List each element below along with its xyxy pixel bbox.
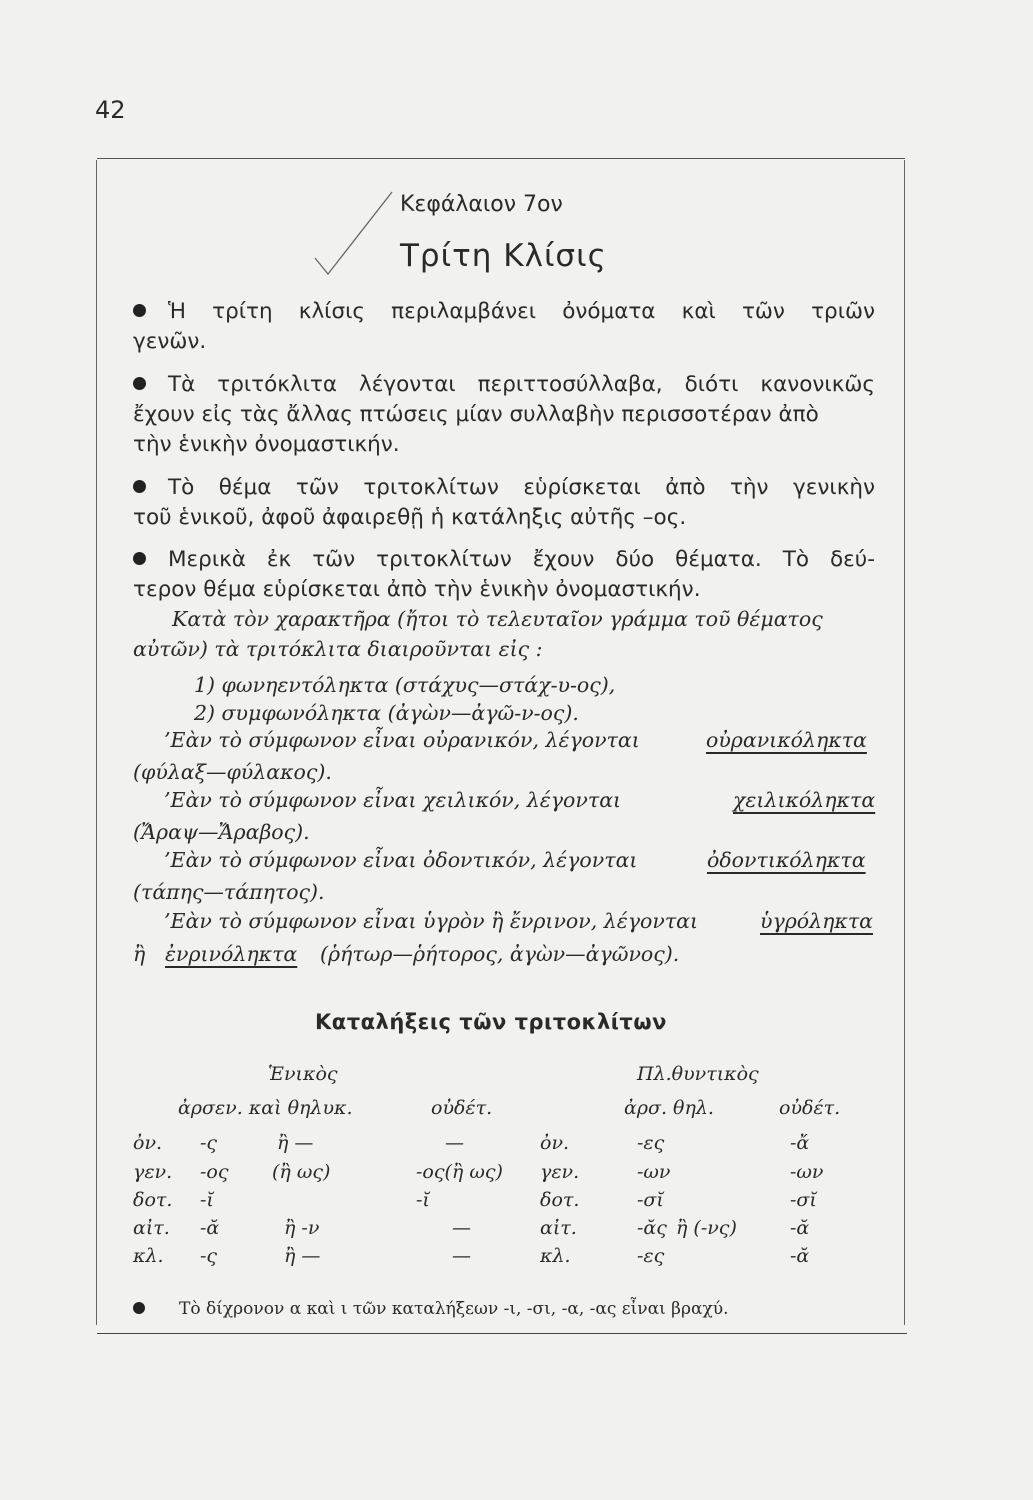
italic-term: ὑγρόληκτα [760, 909, 874, 933]
footnote [133, 1299, 729, 1319]
ending-cell: -ος [200, 1161, 229, 1183]
subheader-sing-n: οὐδέτ. [431, 1097, 493, 1119]
ending-cell: — [445, 1132, 464, 1154]
paragraph-4 [133, 545, 875, 605]
ending-cell: — [452, 1217, 471, 1239]
frame-bottom-rule [97, 1333, 907, 1334]
page-number: 42 [95, 96, 126, 124]
bullet-icon [133, 552, 146, 565]
ending-cell: -σῐ [790, 1189, 817, 1211]
italic-line: ’Εὰν τὸ σύμφωνον εἶναι ὀδοντικόν, λέγονται [164, 848, 638, 872]
italic-term: ἐνρινόληκτα [165, 942, 298, 966]
paragraph-line: τοῦ ἑνικοῦ, ἀφοῦ ἀφαιρεθῇ ἡ κατάληξις αὐτῆς –ος. [133, 505, 687, 530]
italic-line: (φύλαξ—φύλακος). [133, 760, 332, 784]
paragraph-1 [133, 297, 875, 357]
bullet-icon [133, 480, 146, 493]
italic-line: (Ἄραψ—Ἄραβος). [133, 820, 310, 844]
ending-cell: -ων [637, 1161, 671, 1183]
ending-cell: -ἄ [790, 1132, 810, 1154]
ending-alt-cell: ἢ (-νς) [676, 1217, 737, 1239]
subheader-plur-mf: ἀρσ. θηλ. [624, 1097, 714, 1119]
frame-right-rule [904, 160, 905, 1325]
paragraph-3 [133, 473, 875, 533]
case-label: ὀν. [540, 1132, 570, 1154]
case-label: δοτ. [133, 1189, 173, 1211]
ending-cell: — [452, 1245, 471, 1267]
ending-alt-cell: ἢ — [277, 1132, 314, 1154]
italic-line: ἢ [133, 942, 146, 966]
italic-line: ’Εὰν τὸ σύμφωνον εἶναι οὐρανικόν, λέγονται [164, 728, 640, 752]
italic-line: ’Εὰν τὸ σύμφωνον εἶναι χειλικόν, λέγονται [164, 788, 622, 812]
bullet-icon [133, 304, 146, 317]
bullet-icon [133, 377, 146, 390]
italic-line: (τάπης—τάπητος). [133, 880, 325, 904]
paragraph-line: γενῶν. [133, 329, 207, 354]
ending-cell: -ς [200, 1245, 218, 1267]
frame-left-rule [96, 160, 97, 1325]
paragraph-2 [133, 370, 875, 460]
check-mark-icon [300, 188, 400, 278]
ending-cell: -ῐ [200, 1189, 214, 1211]
ending-alt-cell: (ἢ ως) [272, 1161, 331, 1183]
italic-term: χειλικόληκτα [733, 788, 876, 812]
ending-cell: -ῐ [416, 1189, 430, 1211]
case-label: αἰτ. [540, 1217, 577, 1239]
paragraph-line: Ἡ τρίτη κλίσις περιλαμβάνει ὀνόματα καὶ τῶν τριῶν [168, 299, 875, 324]
paragraph-line: Τὰ τριτόκλιτα λέγονται περιττοσύλλαβα, διότι κανονικῶς [168, 372, 875, 397]
ending-cell: -ων [790, 1161, 824, 1183]
paragraph-line: τερον θέμα εὑρίσκεται ἀπὸ τὴν ἑνικὴν ὀνομαστικήν. [133, 577, 701, 602]
italic-line: αὐτῶν) τὰ τριτόκλιτα διαιροῦνται εἰς : [133, 637, 543, 661]
ending-alt-cell: ἢ -ν [284, 1217, 320, 1239]
ending-cell: -ες [637, 1245, 665, 1267]
paragraph-line: Τὸ θέμα τῶν τριτοκλίτων εὑρίσκεται ἀπὸ τὴν γενικὴν [168, 475, 875, 500]
case-label: αἰτ. [133, 1217, 170, 1239]
case-label: ὀν. [133, 1132, 163, 1154]
ending-cell: -ος(ἢ ως) [416, 1161, 503, 1183]
case-label: κλ. [133, 1245, 164, 1267]
italic-term: οὐρανικόληκτα [706, 728, 867, 752]
footnote-text: Τὸ δίχρονον α καὶ ι τῶν καταλήξεων -ι, -σι, -α, -ας εἶναι βραχύ. [179, 1299, 729, 1319]
subheader-sing-mf: ἀρσεν. καὶ θηλυκ. [178, 1097, 353, 1119]
italic-line: Κατὰ τὸν χαρακτῆρα (ἤτοι τὸ τελευταῖον γράμμα τοῦ θέματος [172, 607, 823, 631]
ending-cell: -ᾰς [637, 1217, 667, 1239]
page-title: Τρίτη Κλίσις [400, 238, 607, 274]
paragraph-line: Μερικὰ ἐκ τῶν τριτοκλίτων ἔχουν δύο θέματα. Τὸ δεύ- [168, 547, 875, 572]
section-title: Καταλήξεις τῶν τριτοκλίτων [315, 1010, 667, 1034]
ending-alt-cell: ἢ — [284, 1245, 321, 1267]
italic-term: ὀδοντικόληκτα [707, 848, 866, 872]
case-label: γεν. [133, 1161, 173, 1183]
italic-line: ’Εὰν τὸ σύμφωνον εἶναι ὑγρὸν ἢ ἔνρινον, λέγονται [164, 909, 699, 933]
subheader-plur-n: οὐδέτ. [779, 1097, 841, 1119]
ending-cell: -ᾰ [200, 1217, 220, 1239]
italic-line: 2) συμφωνόληκτα (ἀγὼν—ἀγῶ-ν-ος). [194, 701, 579, 725]
ending-cell: -ᾰ [790, 1245, 810, 1267]
case-label: δοτ. [540, 1189, 580, 1211]
ending-cell: -ες [637, 1132, 665, 1154]
plural-header: Πλ.θυντικὸς [637, 1063, 759, 1085]
case-label: γεν. [540, 1161, 580, 1183]
italic-line: (ῥήτωρ—ῥήτορος, ἀγὼν—ἀγῶνος). [320, 942, 680, 966]
ending-cell: -ᾰ [790, 1217, 810, 1239]
paragraph-line: τὴν ἑνικὴν ὀνομαστικήν. [133, 432, 400, 457]
ending-cell: -ς [200, 1132, 218, 1154]
chapter-heading: Κεφάλαιον 7ον [400, 192, 563, 217]
singular-header: Ἑνικὸς [268, 1063, 338, 1085]
ending-cell: -σῐ [637, 1189, 664, 1211]
frame-top-rule [97, 158, 905, 159]
case-label: κλ. [540, 1245, 571, 1267]
paragraph-line: ἔχουν εἰς τὰς ἄλλας πτώσεις μίαν συλλαβὴν περισσοτέραν ἀπὸ [133, 402, 819, 427]
bullet-icon [133, 1302, 145, 1314]
italic-line: 1) φωνηεντόληκτα (στάχυς—στάχ-υ-ος), [194, 673, 616, 697]
